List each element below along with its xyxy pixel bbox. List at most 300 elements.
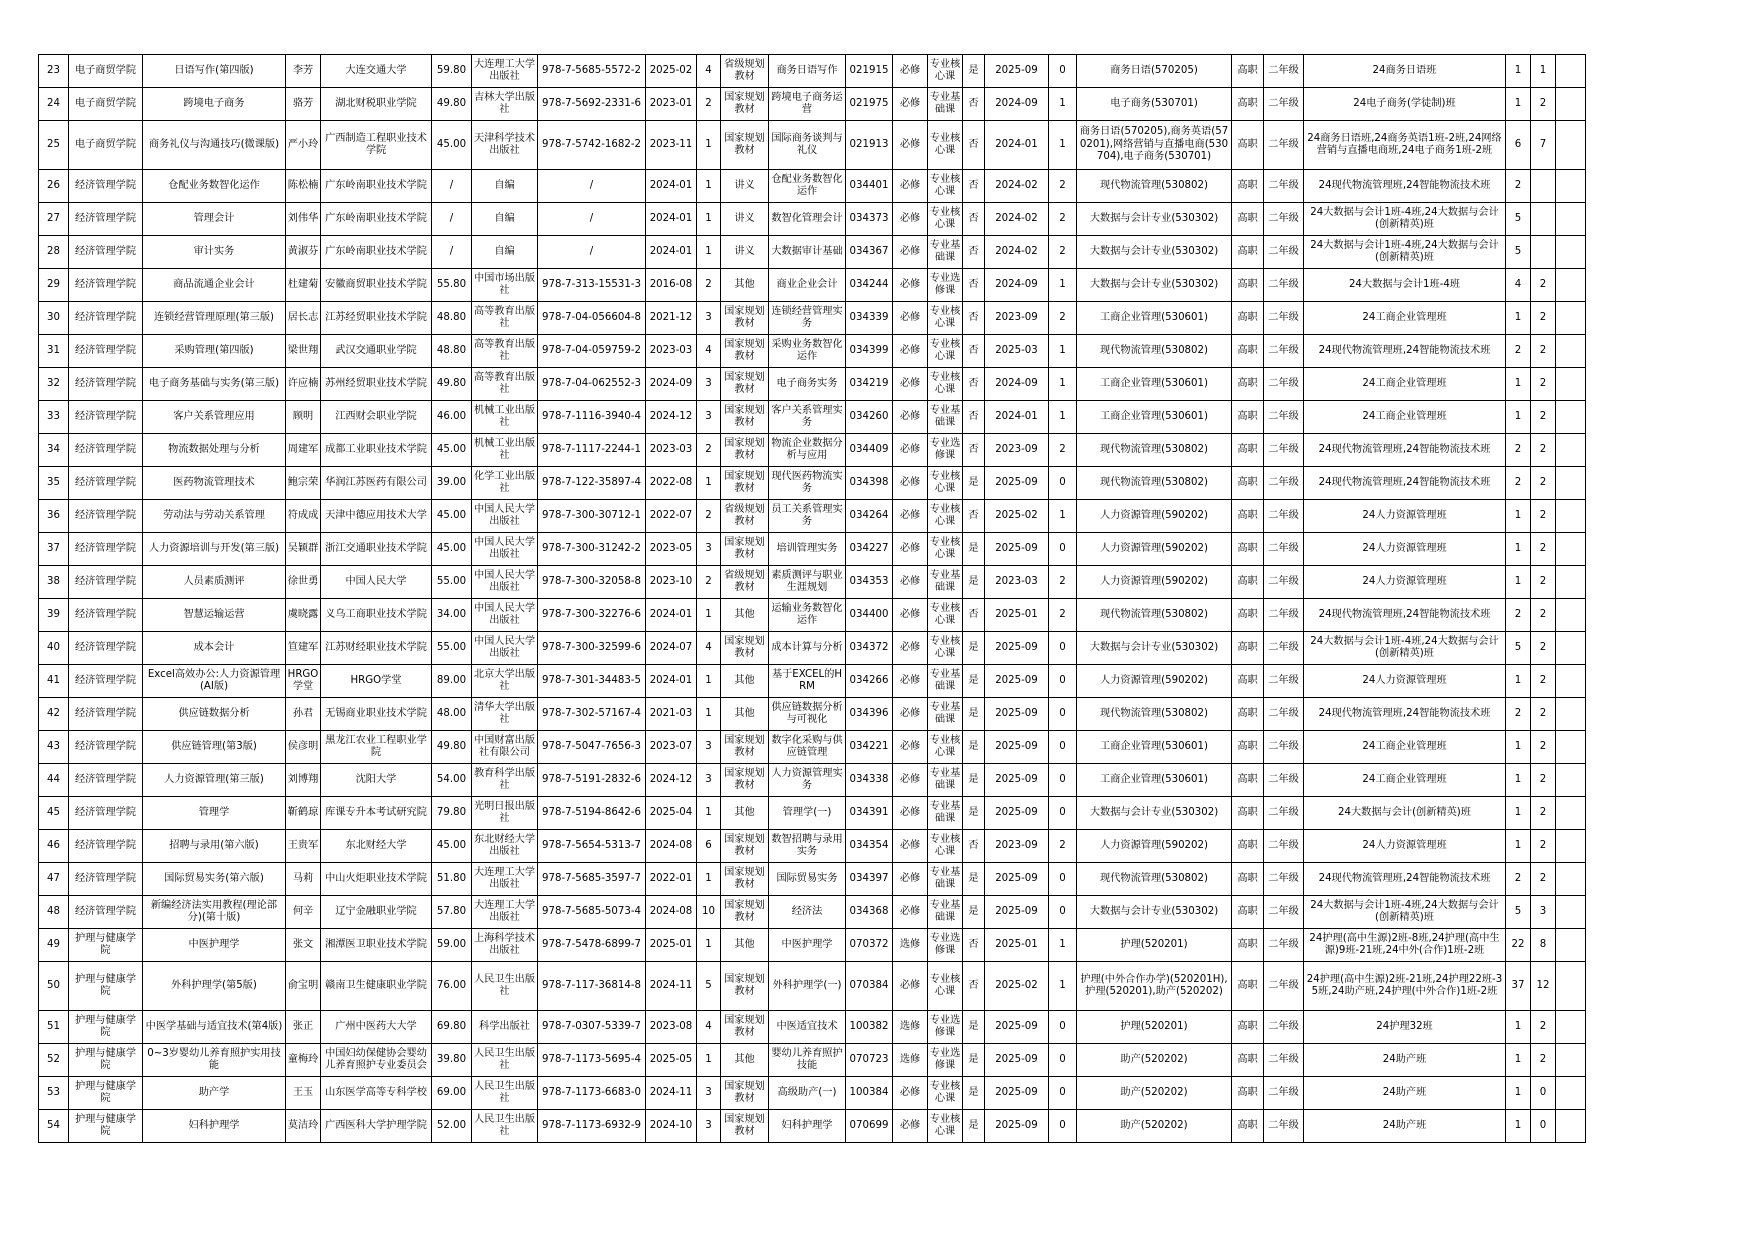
author-unit-text: 山东医学高等专科学校	[325, 1086, 427, 1098]
cell-price	[432, 1110, 472, 1143]
class-count-text: 2	[1514, 872, 1522, 884]
cell-grade	[1264, 203, 1304, 236]
cell-course-nature	[893, 401, 928, 434]
cell-course-nature	[893, 698, 928, 731]
isbn-text: /	[589, 245, 594, 257]
course-category-text: 专业基础课	[929, 701, 961, 725]
major-text: 人力资源管理(590202)	[1100, 542, 1208, 554]
cell-class-names	[1304, 764, 1506, 797]
isbn-text: 978-7-117-36814-8	[542, 979, 641, 991]
course-category-text: 专业核心课	[929, 833, 961, 857]
cell-course-name	[769, 302, 846, 335]
cell-publisher	[472, 665, 538, 698]
cell-major	[1077, 1044, 1232, 1077]
cell-grade	[1264, 830, 1304, 863]
is-new-text: 是	[968, 542, 979, 554]
major-text: 大数据与会计专业(530302)	[1089, 905, 1219, 917]
book-title-text: 人力资源管理(第三版)	[164, 773, 264, 785]
cell-college	[69, 599, 143, 632]
cell-course-name	[769, 401, 846, 434]
cell-course-nature	[893, 665, 928, 698]
cell-college	[69, 55, 143, 88]
cell-class-count	[1506, 1110, 1531, 1143]
cell-level	[1232, 896, 1264, 929]
cell-grade	[1264, 599, 1304, 632]
book-title-text: 审计实务	[193, 245, 235, 257]
isbn-text: 978-7-1116-3940-4	[542, 410, 641, 422]
major-text: 护理(520201)	[1120, 938, 1188, 950]
order-qty-text: 2	[1539, 1020, 1547, 1032]
book-type-text: 讲义	[734, 212, 755, 224]
course-name-text: 现代医药物流实务	[771, 470, 843, 494]
cell-college	[69, 962, 143, 1011]
cell-price	[432, 698, 472, 731]
cell-pub-date	[646, 1077, 697, 1110]
cell-order-qty	[1531, 1077, 1556, 1110]
cell-author	[286, 121, 321, 170]
edition-text: 2	[705, 443, 712, 455]
cell-level	[1232, 731, 1264, 764]
cell-course-category	[928, 1077, 963, 1110]
course-code-text: 034367	[849, 245, 889, 257]
years-used-text: 2	[1059, 575, 1066, 587]
start-date-text: 2024-02	[995, 179, 1038, 191]
publisher-text: 中国人民大学出版社	[473, 602, 536, 626]
cell-college	[69, 236, 143, 269]
cell-course-code	[846, 335, 893, 368]
cell-book-type	[721, 896, 769, 929]
cell-edition	[697, 929, 721, 962]
book-type-text: 国家规划教材	[724, 767, 765, 791]
order-qty-text: 2	[1539, 674, 1547, 686]
edition-text: 1	[705, 245, 712, 257]
is-new-text: 否	[968, 443, 979, 455]
grade-text: 二年级	[1268, 179, 1299, 191]
class-count-text: 1	[1514, 674, 1522, 686]
cell-course-name	[769, 731, 846, 764]
cell-isbn	[538, 236, 646, 269]
cell-author-unit	[321, 434, 432, 467]
cell-price	[432, 467, 472, 500]
publisher-text: 自编	[494, 179, 515, 191]
cell-author-unit	[321, 236, 432, 269]
start-date-text: 2023-09	[995, 311, 1038, 323]
publisher-text: 人民卫生出版社	[473, 1080, 536, 1104]
level-text: 高职	[1237, 509, 1258, 521]
cell-remark	[1556, 599, 1586, 632]
cell-level	[1232, 1011, 1264, 1044]
cell-isbn	[538, 962, 646, 1011]
college-text: 经济管理学院	[74, 377, 137, 389]
years-used-text: 1	[1059, 344, 1066, 356]
order-qty-text: 2	[1539, 641, 1547, 653]
cell-class-names	[1304, 269, 1506, 302]
book-title-text: 管理会计	[193, 212, 235, 224]
publisher-text: 上海科学技术出版社	[473, 932, 536, 956]
course-category-text: 专业基础课	[929, 800, 961, 824]
price-text: 55.80	[436, 278, 467, 290]
cell-is-new	[963, 863, 985, 896]
class-count-text: 2	[1514, 707, 1522, 719]
cell-grade	[1264, 121, 1304, 170]
table-row	[39, 863, 1586, 896]
price-text: 45.00	[436, 138, 467, 150]
cell-order-qty	[1531, 599, 1556, 632]
cell-seq	[39, 236, 69, 269]
cell-major	[1077, 698, 1232, 731]
course-name-text: 仓配业务数智化运作	[771, 173, 843, 197]
class-count-text: 2	[1514, 476, 1522, 488]
grade-text: 二年级	[1268, 1119, 1299, 1131]
level-text: 高职	[1237, 773, 1258, 785]
college-text: 经济管理学院	[74, 278, 137, 290]
cell-book-title	[143, 1044, 286, 1077]
table-row	[39, 830, 1586, 863]
cell-author	[286, 1110, 321, 1143]
is-new-text: 否	[968, 179, 979, 191]
cell-level	[1232, 121, 1264, 170]
cell-level	[1232, 599, 1264, 632]
cell-is-new	[963, 731, 985, 764]
cell-order-qty	[1531, 88, 1556, 121]
cell-author-unit	[321, 88, 432, 121]
pub-date-text: 2023-01	[649, 97, 693, 109]
cell-price	[432, 929, 472, 962]
cell-book-type	[721, 764, 769, 797]
order-qty-text: 3	[1539, 905, 1547, 917]
cell-level	[1232, 269, 1264, 302]
cell-start-date	[985, 863, 1049, 896]
seq-text: 27	[47, 212, 60, 224]
cell-years-used	[1049, 1110, 1077, 1143]
cell-course-code	[846, 731, 893, 764]
course-code-text: 034260	[849, 410, 889, 422]
cell-publisher	[472, 500, 538, 533]
is-new-text: 否	[968, 377, 979, 389]
cell-price	[432, 302, 472, 335]
cell-isbn	[538, 401, 646, 434]
table-row	[39, 1110, 1586, 1143]
class-count-text: 6	[1514, 138, 1522, 150]
cell-level	[1232, 236, 1264, 269]
isbn-text: 978-7-300-30712-1	[542, 509, 641, 521]
cell-pub-date	[646, 1110, 697, 1143]
cell-is-new	[963, 335, 985, 368]
cell-edition	[697, 698, 721, 731]
cell-author-unit	[321, 170, 432, 203]
cell-author-unit	[321, 203, 432, 236]
cell-edition	[697, 1110, 721, 1143]
table-row	[39, 121, 1586, 170]
cell-course-nature	[893, 1077, 928, 1110]
author-unit-text: 浙江交通职业技术学院	[325, 542, 427, 554]
cell-level	[1232, 170, 1264, 203]
table-row	[39, 269, 1586, 302]
cell-seq	[39, 533, 69, 566]
cell-isbn	[538, 170, 646, 203]
cell-book-type	[721, 170, 769, 203]
start-date-text: 2025-09	[995, 1086, 1038, 1098]
cell-author	[286, 830, 321, 863]
pub-date-text: 2024-01	[649, 212, 693, 224]
class-names-text: 24现代物流管理班,24智能物流技术班	[1318, 707, 1491, 719]
cell-is-new	[963, 1011, 985, 1044]
class-count-text: 1	[1514, 773, 1522, 785]
cell-course-category	[928, 88, 963, 121]
cell-is-new	[963, 467, 985, 500]
order-qty-text: 2	[1539, 278, 1547, 290]
table-row	[39, 88, 1586, 121]
cell-years-used	[1049, 731, 1077, 764]
cell-course-category	[928, 830, 963, 863]
cell-grade	[1264, 368, 1304, 401]
cell-level	[1232, 698, 1264, 731]
class-count-text: 2	[1514, 344, 1522, 356]
isbn-text: 978-7-302-57167-4	[542, 707, 641, 719]
cell-is-new	[963, 599, 985, 632]
cell-edition	[697, 467, 721, 500]
cell-publisher	[472, 896, 538, 929]
cell-isbn	[538, 467, 646, 500]
cell-author	[286, 599, 321, 632]
cell-course-name	[769, 368, 846, 401]
table-row	[39, 632, 1586, 665]
class-count-text: 1	[1514, 740, 1522, 752]
cell-book-type	[721, 1044, 769, 1077]
cell-class-names	[1304, 632, 1506, 665]
cell-course-category	[928, 1011, 963, 1044]
cell-grade	[1264, 863, 1304, 896]
pub-date-text: 2025-02	[649, 64, 693, 76]
level-text: 高职	[1237, 344, 1258, 356]
cell-course-code	[846, 401, 893, 434]
cell-order-qty	[1531, 566, 1556, 599]
class-names-text: 24现代物流管理班,24智能物流技术班	[1318, 476, 1491, 488]
cell-grade	[1264, 500, 1304, 533]
edition-text: 2	[705, 575, 712, 587]
author-text: 张正	[292, 1020, 314, 1032]
cell-course-category	[928, 533, 963, 566]
cell-publisher	[472, 368, 538, 401]
cell-author	[286, 1011, 321, 1044]
college-text: 护理与健康学院	[74, 932, 137, 956]
cell-years-used	[1049, 236, 1077, 269]
cell-is-new	[963, 121, 985, 170]
cell-start-date	[985, 88, 1049, 121]
cell-isbn	[538, 566, 646, 599]
cell-edition	[697, 1077, 721, 1110]
level-text: 高职	[1237, 608, 1258, 620]
cell-order-qty	[1531, 401, 1556, 434]
cell-course-nature	[893, 121, 928, 170]
cell-edition	[697, 203, 721, 236]
class-names-text: 24人力资源管理班	[1362, 575, 1447, 587]
table-row	[39, 599, 1586, 632]
table-row	[39, 962, 1586, 1011]
is-new-text: 否	[968, 839, 979, 851]
cell-book-type	[721, 533, 769, 566]
cell-order-qty	[1531, 203, 1556, 236]
publisher-text: 人民卫生出版社	[473, 1113, 536, 1137]
cell-college	[69, 665, 143, 698]
cell-book-title	[143, 632, 286, 665]
grade-text: 二年级	[1268, 872, 1299, 884]
cell-seq	[39, 121, 69, 170]
start-date-text: 2025-09	[995, 905, 1038, 917]
edition-text: 5	[705, 979, 712, 991]
major-text: 大数据与会计专业(530302)	[1089, 806, 1219, 818]
cell-class-names	[1304, 665, 1506, 698]
class-names-text: 24人力资源管理班	[1362, 839, 1447, 851]
major-text: 人力资源管理(590202)	[1100, 839, 1208, 851]
author-text: 刘博翔	[287, 773, 319, 785]
course-category-text: 专业核心课	[929, 206, 961, 230]
cell-seq	[39, 962, 69, 1011]
cell-years-used	[1049, 896, 1077, 929]
author-text: 张文	[292, 938, 314, 950]
table-row	[39, 896, 1586, 929]
cell-major	[1077, 203, 1232, 236]
cell-class-names	[1304, 1044, 1506, 1077]
course-nature-text: 必修	[899, 344, 921, 356]
order-qty-text: 2	[1539, 443, 1547, 455]
cell-grade	[1264, 632, 1304, 665]
edition-text: 10	[702, 905, 715, 917]
table-row	[39, 1077, 1586, 1110]
course-name-text: 跨境电子商务运营	[771, 91, 843, 115]
level-text: 高职	[1237, 872, 1258, 884]
cell-book-title	[143, 929, 286, 962]
cell-major	[1077, 896, 1232, 929]
years-used-text: 0	[1059, 707, 1066, 719]
course-nature-text: 必修	[899, 707, 921, 719]
college-text: 经济管理学院	[74, 806, 137, 818]
course-code-text: 034338	[849, 773, 889, 785]
cell-author-unit	[321, 55, 432, 88]
cell-course-nature	[893, 434, 928, 467]
cell-class-names	[1304, 830, 1506, 863]
cell-author-unit	[321, 599, 432, 632]
cell-publisher	[472, 533, 538, 566]
course-name-text: 商业企业会计	[776, 278, 838, 290]
cell-edition	[697, 599, 721, 632]
cell-edition	[697, 533, 721, 566]
cell-class-count	[1506, 929, 1531, 962]
years-used-text: 0	[1059, 476, 1066, 488]
cell-college	[69, 632, 143, 665]
cell-book-title	[143, 335, 286, 368]
cell-grade	[1264, 533, 1304, 566]
order-qty-text: 2	[1539, 575, 1547, 587]
cell-edition	[697, 731, 721, 764]
cell-course-name	[769, 121, 846, 170]
pub-date-text: 2024-01	[649, 245, 693, 257]
cell-author-unit	[321, 401, 432, 434]
cell-book-type	[721, 566, 769, 599]
cell-seq	[39, 302, 69, 335]
cell-author-unit	[321, 962, 432, 1011]
course-name-text: 物流企业数据分析与应用	[771, 437, 843, 461]
cell-class-count	[1506, 88, 1531, 121]
cell-remark	[1556, 236, 1586, 269]
class-count-text: 1	[1514, 542, 1522, 554]
class-count-text: 5	[1514, 641, 1522, 653]
course-category-text: 专业核心课	[929, 338, 961, 362]
cell-book-title	[143, 764, 286, 797]
years-used-text: 1	[1059, 410, 1066, 422]
cell-author-unit	[321, 566, 432, 599]
cell-edition	[697, 335, 721, 368]
cell-seq	[39, 731, 69, 764]
course-name-text: 采购业务数智化运作	[771, 338, 843, 362]
level-text: 高职	[1237, 641, 1258, 653]
cell-author	[286, 566, 321, 599]
years-used-text: 1	[1059, 278, 1066, 290]
isbn-text: 978-7-1173-6932-9	[542, 1119, 641, 1131]
course-name-text: 客户关系管理实务	[771, 404, 843, 428]
book-title-text: Excel高效办公:人力资源管理(AI版)	[147, 668, 281, 692]
cell-pub-date	[646, 203, 697, 236]
is-new-text: 否	[968, 410, 979, 422]
author-text: 刘伟华	[287, 212, 319, 224]
class-names-text: 24大数据与会计1班-4班	[1348, 278, 1461, 290]
publisher-text: 高等教育出版社	[473, 371, 536, 395]
class-names-text: 24工商企业管理班	[1362, 773, 1447, 785]
cell-edition	[697, 566, 721, 599]
class-count-text: 1	[1514, 1119, 1522, 1131]
cell-course-name	[769, 599, 846, 632]
cell-author-unit	[321, 1044, 432, 1077]
cell-edition	[697, 665, 721, 698]
class-count-text: 1	[1514, 1053, 1522, 1065]
cell-class-names	[1304, 731, 1506, 764]
author-text: 俞宝明	[287, 979, 319, 991]
cell-author	[286, 896, 321, 929]
course-code-text: 034368	[849, 905, 889, 917]
cell-author	[286, 434, 321, 467]
cell-course-nature	[893, 170, 928, 203]
order-qty-text: 2	[1539, 344, 1547, 356]
price-text: 45.00	[436, 509, 467, 521]
course-code-text: 034391	[849, 806, 889, 818]
course-category-text: 专业核心课	[929, 1113, 961, 1137]
seq-text: 50	[47, 979, 60, 991]
cell-grade	[1264, 962, 1304, 1011]
course-name-text: 经济法	[791, 905, 823, 917]
author-unit-text: 江西财会职业学院	[335, 410, 417, 422]
cell-class-count	[1506, 55, 1531, 88]
course-nature-text: 必修	[899, 839, 921, 851]
price-text: 79.80	[436, 806, 467, 818]
class-names-text: 24人力资源管理班	[1362, 509, 1447, 521]
is-new-text: 是	[968, 1020, 979, 1032]
order-qty-text: 2	[1539, 509, 1547, 521]
cell-course-code	[846, 467, 893, 500]
start-date-text: 2024-09	[995, 377, 1038, 389]
cell-major	[1077, 863, 1232, 896]
publisher-text: 光明日报出版社	[473, 800, 536, 824]
cell-course-nature	[893, 731, 928, 764]
book-title-text: 0~3岁婴幼儿养育照护实用技能	[147, 1047, 281, 1071]
cell-book-type	[721, 929, 769, 962]
cell-years-used	[1049, 121, 1077, 170]
class-names-text: 24大数据与会计1班-4班,24大数据与会计(创新精英)班	[1310, 899, 1499, 923]
cell-major	[1077, 236, 1232, 269]
course-code-text: 070699	[849, 1119, 889, 1131]
cell-course-code	[846, 500, 893, 533]
cell-book-type	[721, 203, 769, 236]
cell-grade	[1264, 236, 1304, 269]
